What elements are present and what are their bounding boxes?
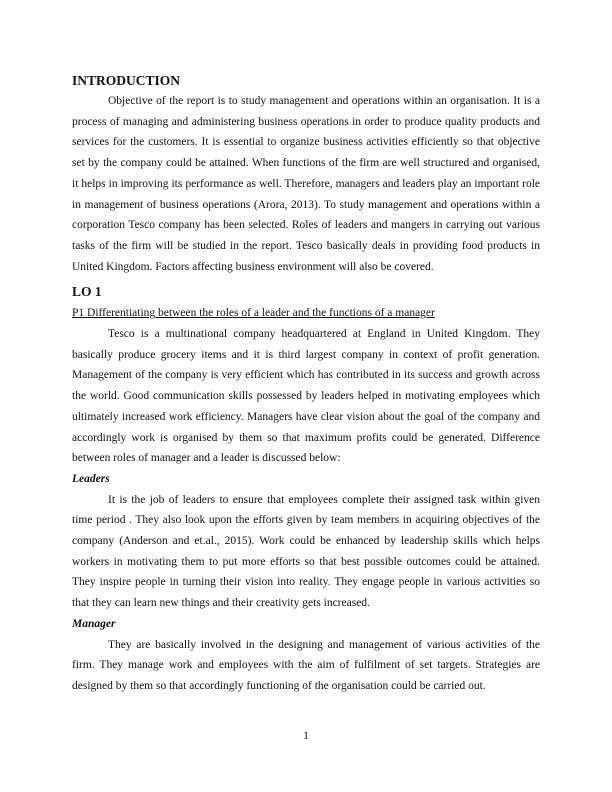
p1-subheading: P1 Differentiating between the roles of a leader and the functions of a manager [72,307,435,320]
manager-paragraph: They are basically involved in the designing and management of various activities of the firm. They manage work and employees with the aim of fulfilment of set targets. Strategies are designed by them so that accordingly functioning of the organisation could be carried out. [72,638,540,692]
lo1-paragraph: Tesco is a multinational company headquartered at England in United Kingdom. They basically produce grocery items and it is third largest company in context of profit generation. Management of the company is very efficient which has contributed in its success and growth across the world. Good communication skills possessed by leaders helped in motivating employees which ultimately increased work efficiency. Managers have clear vision about the goal of the company and accordingly work is organised by them so that maximum profits could be generated. Difference between roles of manager and a leader is discussed below: [72,328,540,465]
lo1-heading: LO 1 [72,284,102,300]
leaders-paragraph: It is the job of leaders to ensure that employees complete their assigned task within given time period . They also look upon the efforts given by team members in acquiring objectives of the company (Anderson and et.al., 2015). Work could be enhanced by leadership skills which helps workers in motivating them to put more efforts so that best possible outcomes could be attained. They inspire people in turning their vision into reality. They engage people in various activities so that they can learn new things and their creativity gets increased. [72,493,540,610]
introduction-heading: INTRODUCTION [72,73,181,88]
page-content [72,72,540,697]
leaders-heading: Leaders [72,472,110,485]
manager-heading: Manager [72,617,116,630]
page-number: 1 [303,730,309,742]
introduction-paragraph: Objective of the report is to study management and operations within an organisation. It is a process of managing and administering business operations in order to produce quality products and services for the customers. It is essential to organize business activities efficiently so that objective set by the company could be attained. When functions of the firm are well structured and organised, it helps in improving its performance as well. Therefore, managers and leaders play an important role in management of business operations (Arora, 2013). To study management and operations within a corporation Tesco company has been selected. Roles of leaders and mangers in carrying out various tasks of the firm will be studied in the report. Tesco basically deals in providing food products in United Kingdom. Factors affecting business environment will also be covered. [72,95,540,273]
